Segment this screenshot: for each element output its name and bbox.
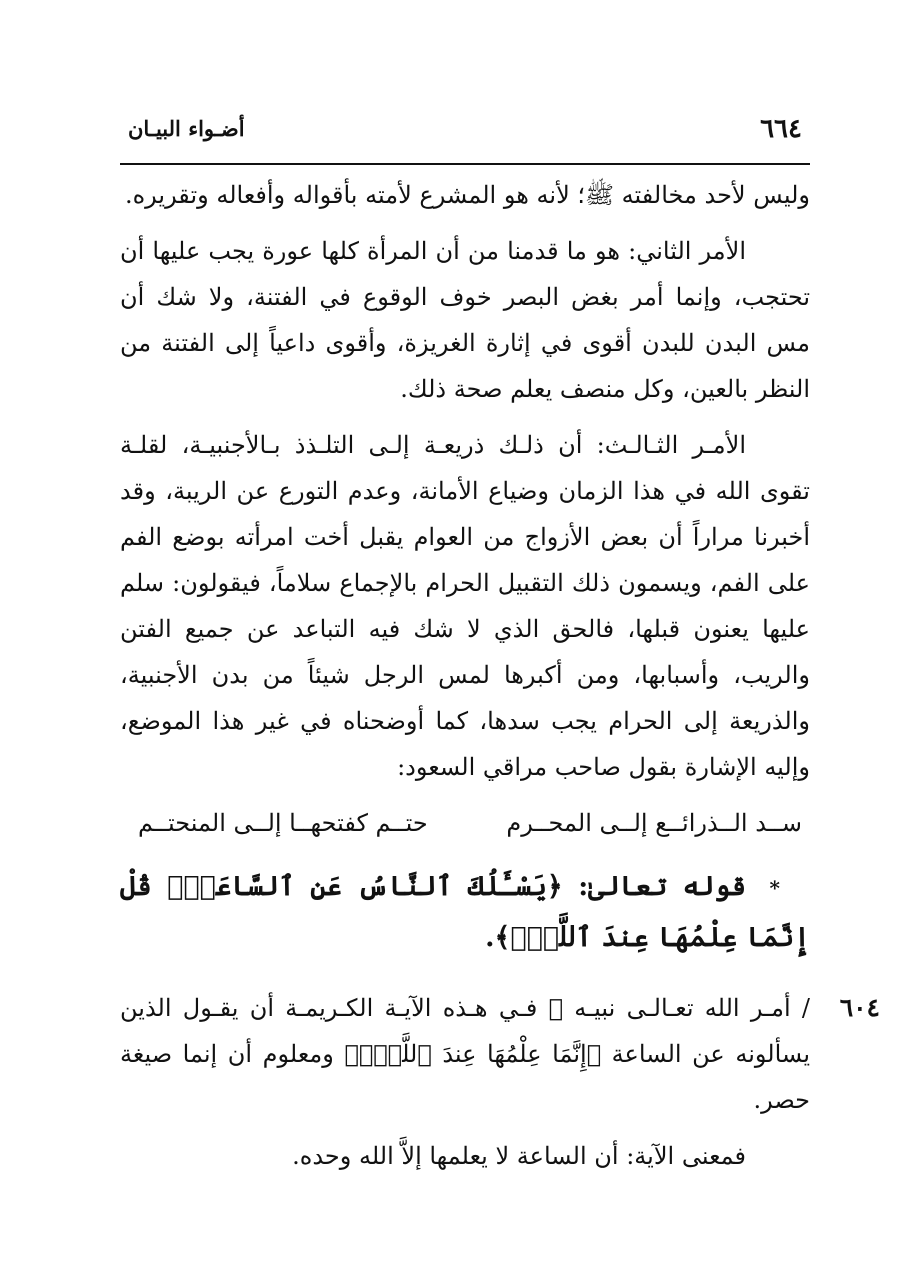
page-header <box>120 114 810 150</box>
star-icon: * <box>769 876 780 900</box>
verse-heading <box>120 862 810 963</box>
paragraph-2: الأمر الثاني: هو ما قدمنا من أن المرأة كلها عورة يجب عليها أن تحتجب، وإنما أمر بغض البصر خوف الوقوع في الفتنة، ولا شك أن مس البدن للبدن أقوى في إثارة الغريزة، وأقوى داعياً إلى الفتنة من النظر بالعين، وكل منصف يعلم صحة ذلك. <box>120 237 811 403</box>
commentary-section <box>120 985 880 1123</box>
book-title: أضـواء البيـان <box>128 116 245 141</box>
page-body <box>120 172 880 1189</box>
paragraph-3: الأمـر الثـالـث: أن ذلـك ذريعـة إلـى التلـذذ بـالأجنبيـة، لقلـة تقوى الله في هذا الزمان وضياع الأمانة، وعدم التورع عن الريبة، وقد أخبرنا مراراً أن بعض الأزواج من العوام يقبل أخت امرأته بوضع الفم على الفم، ويسمون ذلك التقبيل الحرام بالإجماع سلاماً، فيقولون: سلم عليها يعنون قبلها، فالحق الذي لا شك فيه التباعد عن جميع الفتن والريب، وأسبابها، ومن أكبرها لمس الرجل شيئاً من بدن الأجنبية، والذريعة إلى الحرام يجب سدها، كما أوضحناه في غير هذا الموضع، وإليه الإشارة بقول صاحب مراقي السعود: <box>120 431 810 781</box>
paragraph-1: وليس لأحد مخالفته ﷺ؛ لأنه هو المشرع لأمته بأقواله وأفعاله وتقريره. <box>124 181 810 209</box>
poem-hemistich-first: ســد الــذرائــع إلــى المحــرم <box>506 809 802 837</box>
poem-verse <box>120 800 810 846</box>
book-page <box>120 100 880 1230</box>
verse-heading-text: قوله تعالىٰ: ﴿يَسْـَٔلُكَ ٱلنَّاسُ عَنِ ٱلسَّاعَةِۖ قُلْ إِنَّمَا عِلْمُهَا عِندَ ٱللَّهِۚ﴾. <box>120 871 810 953</box>
margin-number: ٦٠٤ <box>839 993 880 1022</box>
paragraph-4: / أمـر الله تعـالـى نبيـه ﷺ فـي هـذه الآيـة الكـريمـة أن يقـول الذين يسألونه عن الساعة ﴿إِنَّمَا عِلْمُهَا عِندَ ٱللَّهِۚ﴾ ومعلوم أن إنما صيغة حصر. <box>120 994 810 1114</box>
poem-hemistich-second: حتــم كفتحهــا إلــى المنحتــم <box>138 809 428 837</box>
header-divider <box>120 163 810 165</box>
paragraph-5: فمعنى الآية: أن الساعة لا يعلمها إلاَّ الله وحده. <box>292 1142 746 1170</box>
page-number: ٦٦٤ <box>760 114 802 144</box>
